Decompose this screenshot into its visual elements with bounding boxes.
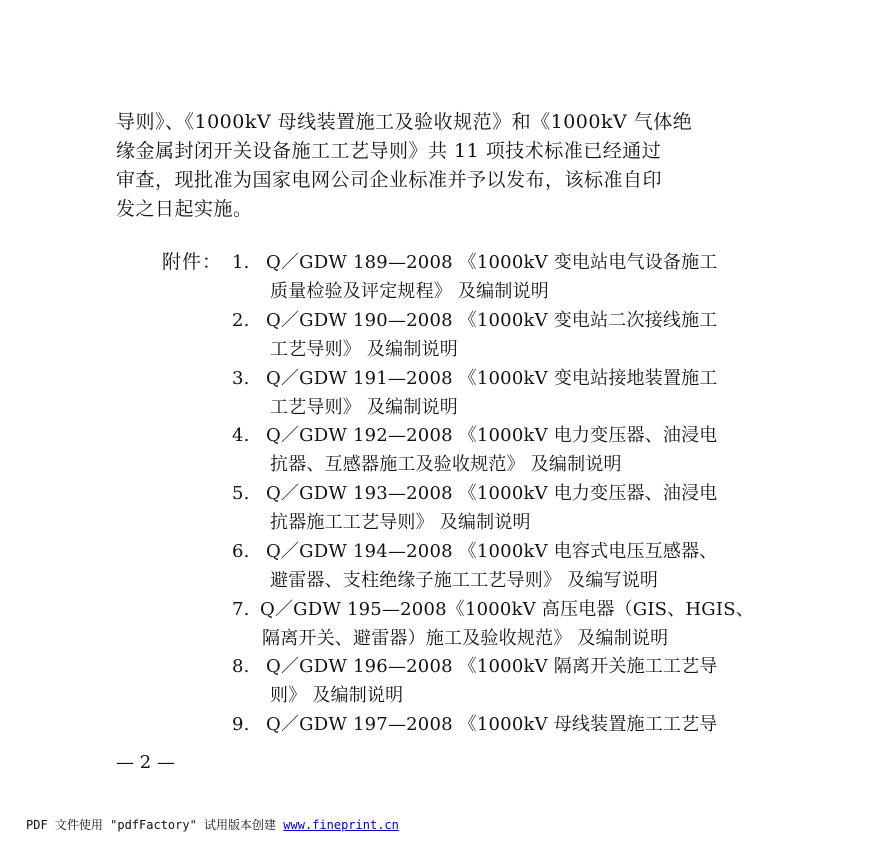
attachment-title-cont: 隔离开关、避雷器）施工及验收规范》 及编制说明 [262,628,669,649]
attachment-title-cont: 避雷器、支柱绝缘子施工工艺导则》 及编写说明 [270,570,659,591]
attachment-number: 7. [232,599,250,620]
attachment-number: 9. [232,714,250,735]
pdf-footer [26,816,399,834]
paragraph-line: 发之日起实施。 [116,198,253,220]
attachment-number: 1. [232,252,250,273]
attachment-item [232,248,792,306]
attachment-title: Q／GDW 191—2008 《1000kV 变电站接地装置施工 [266,368,718,389]
attachment-number: 3. [232,368,250,389]
paragraph-line: 审查，现批准为国家电网公司企业标准并予以发布，该标准自印 [116,169,663,191]
paragraph-line: 缘金属封闭开关设备施工工艺导则》共 11 项技术标准已经通过 [116,140,662,162]
attachment-title: Q／GDW 189—2008 《1000kV 变电站电气设备施工 [266,252,718,273]
footer-link[interactable]: www.fineprint.cn [283,818,399,832]
attachment-title-cont: 抗器施工工艺导则》 及编制说明 [270,512,531,533]
attachment-number: 4. [232,425,250,446]
attachment-item [232,306,792,364]
body-paragraph [116,108,776,224]
attachment-item [232,710,792,739]
attachment-title: Q／GDW 192—2008 《1000kV 电力变压器、油浸电 [266,425,718,446]
attachment-title: Q／GDW 193—2008 《1000kV 电力变压器、油浸电 [266,483,718,504]
attachment-item [232,537,792,595]
attachment-item [232,652,792,710]
attachment-number: 8. [232,656,250,677]
attachment-item [232,364,792,422]
attachment-title: Q／GDW 194—2008 《1000kV 电容式电压互感器、 [266,541,718,562]
page-number: — 2 — [116,752,175,773]
attachment-item [232,479,792,537]
attachment-title-cont: 抗器、互感器施工及验收规范》 及编制说明 [270,454,622,475]
attachments-label: 附件： [162,251,223,273]
attachment-title: Q／GDW 195—2008《1000kV 高压电器（GIS、HGIS、 [260,599,754,620]
attachment-number: 6. [232,541,250,562]
paragraph-line: 导则》、《1000kV 母线装置施工及验收规范》和《1000kV 气体绝 [116,111,693,133]
attachment-item [232,595,792,653]
attachment-title-cont: 则》 及编制说明 [270,685,404,706]
attachment-title-cont: 工艺导则》 及编制说明 [270,339,458,360]
footer-text: PDF 文件使用 "pdfFactory" 试用版本创建 [26,818,284,832]
attachment-title-cont: 质量检验及评定规程》 及编制说明 [270,281,549,302]
attachment-number: 2. [232,310,250,331]
attachment-title: Q／GDW 190—2008 《1000kV 变电站二次接线施工 [266,310,718,331]
attachment-number: 5. [232,483,250,504]
attachment-title: Q／GDW 197—2008 《1000kV 母线装置施工工艺导 [266,714,718,735]
attachment-title: Q／GDW 196—2008 《1000kV 隔离开关施工工艺导 [266,656,718,677]
attachment-title-cont: 工艺导则》 及编制说明 [270,397,458,418]
attachment-item [232,421,792,479]
